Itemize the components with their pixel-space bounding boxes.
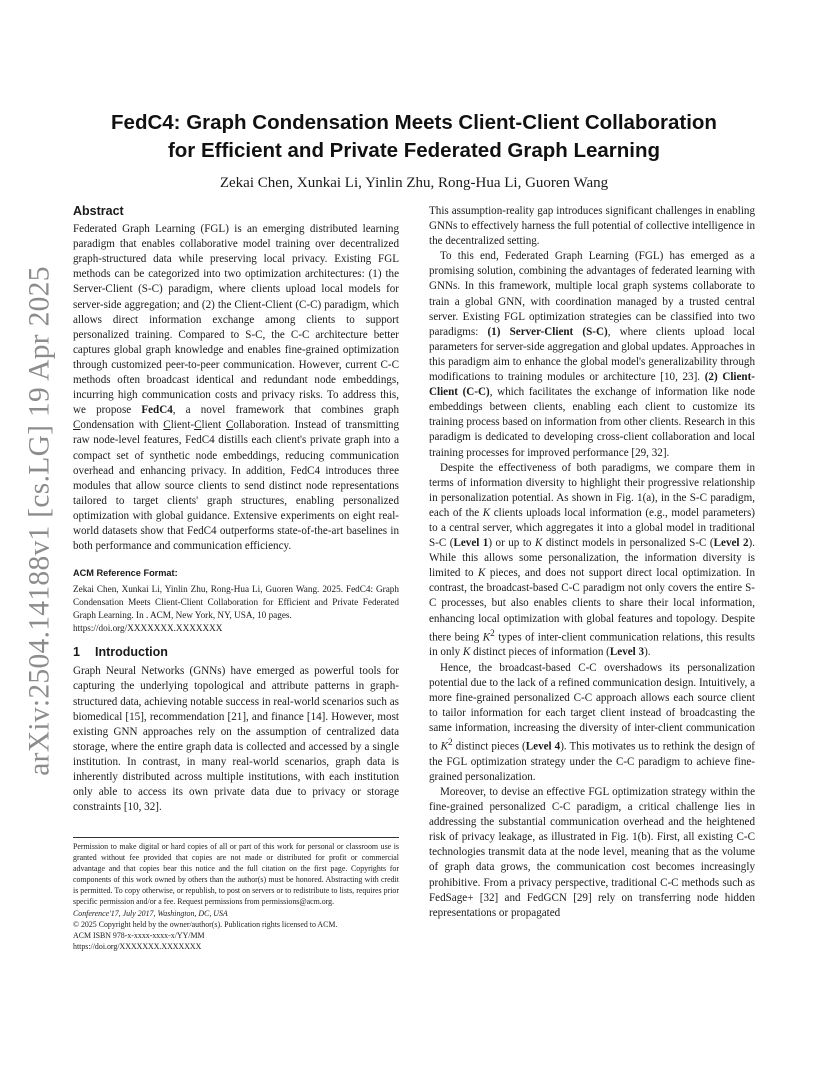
body-text: types of inter-client communication relations, this results in only (429, 631, 755, 659)
arxiv-identifier-text: arXiv:2504.14188v1 [cs.LG] 19 Apr 2025 (23, 266, 56, 776)
body-text: To this end, Federated Graph Learning (FGL) has emerged as a promising solution, combining the advantages of federated learning with GNNs. In this framework, multiple local graph systems collaborate to train a global GNN, with coordination managed by a trusted central server. Existing FGL optimization strategies can be classified into two paradigms: (429, 250, 755, 338)
section-title: Introduction (95, 645, 168, 660)
math-exponent: 2 (448, 737, 453, 748)
body-paragraph (429, 249, 755, 460)
abstract-text: ollaboration. Instead of transmitting raw node-level features, FedC4 distills each client's private graph into a compact set of synthetic node embeddings, reducing communication overhead and enhancing privacy. In addition, FedC4 introduces three modules that allow source clients to send distinct node representations tailored to target clients' graph structures, enabling personalized optimization with global guidance. Extensive experiments on eight real-world datasets show that FedC4 outperforms state-of-the-art baselines in both performance and communication efficiency. (73, 419, 399, 553)
abstract-text: lient- (170, 419, 195, 432)
isbn-line: ACM ISBN 978-x-xxxx-xxxx-x/YY/MM (73, 930, 205, 940)
abstract-heading: Abstract (73, 204, 124, 218)
body-paragraph: Moreover, to devise an effective FGL optimization strategy within the fine-grained personalized C-C paradigm, a critical challenge lies in addressing the substantial communication overhead and the heightened risk of privacy leakage, as illustrated in Fig. 1(b). First, all existing C-C technologies transmit data at the node level, meaning that as the volume of graph data grows, the communication cost becomes increasingly prohibitive. From a privacy perspective, traditional C-C methods such as FedSage+ [32] and FedGCN [29] rely on transferring node hidden representations or propagated (429, 785, 755, 919)
left-column (73, 204, 399, 815)
body-paragraph: This assumption-reality gap introduces significant challenges in enabling GNNs to effectively harness the full potential of collective intelligence in the decentralized setting. (429, 205, 755, 248)
abstract-acronym-letter: C (194, 419, 202, 432)
level-label: Level 4 (525, 740, 561, 753)
footnote-doi-link[interactable]: https://doi.org/XXXXXXX.XXXXXXX (73, 941, 202, 951)
body-text: ). This motivates us to rethink the design of the FGL optimization strategy under the C-C paradigm to achieve fine-grained personalization. (429, 740, 755, 783)
math-variable: K (482, 631, 491, 644)
copyright-line: © 2025 Copyright held by the owner/author(s). Publication rights licensed to ACM. (73, 919, 338, 929)
right-column (429, 204, 755, 921)
abstract-text: ondensation with (80, 419, 164, 432)
math-variable: K (534, 537, 543, 550)
body-paragraph (429, 661, 755, 785)
abstract-acronym-letter: C (73, 419, 81, 432)
body-text: , where clients upload local parameters for server-side aggregation and global updates. Approaches in this paradigm aim to enhance the global model's generalizability through modifications to training modules or architecture [10, 23]. (429, 325, 755, 384)
body-paragraph (429, 461, 755, 661)
body-text: Despite the effectiveness of both paradigms, we compare them in terms of information diversity to highlight their progressive relationship in personalization potential. As shown in Fig. 1(a), in the S-C paradigm, each of the (429, 461, 755, 519)
abstract-text: , a novel framework that combines graph (172, 404, 399, 417)
acm-reference-text: Zekai Chen, Xunkai Li, Yinlin Zhu, Rong-Hua Li, Guoren Wang. 2025. FedC4: Graph Condensation Meets Client-Client Collaboration for Efficient and Private Federated Graph Learning. In . ACM, New York, NY, USA, 10 pages. (73, 584, 399, 621)
math-variable: K (482, 506, 491, 519)
level-label: Level 1 (453, 537, 489, 550)
conference-info: Conference'17, July 2017, Washington, DC, USA (73, 908, 228, 918)
body-text: clients uploads local information (e.g., model parameters) to a central server, which aggregates it into a global model in traditional S-C ( (429, 506, 755, 550)
abstract-fedc4: FedC4 (141, 404, 173, 417)
body-text: ). While this allows some personalization, the information diversity is limited to (429, 537, 755, 580)
body-text: distinct pieces of information ( (470, 646, 610, 659)
body-text: ) or up to (488, 537, 535, 550)
paper-title-line-2: for Efficient and Private Federated Graph Learning (167, 139, 661, 162)
level-label: Level 3 (609, 646, 645, 659)
permission-notice: Permission to make digital or hard copies of all or part of this work for personal or classroom use is granted without fee provided that copies are not made or distributed for profit or commercial advantage and that copies bear this notice and the full citation on the first page. Copyrights for components of this work owned by others than the author(s) must be honored. Abstracting with credit is permitted. To copy otherwise, or republish, to post on servers or to redistribute to lists, requires prior specific permission and/or a fee. Request permissions from permissions@acm.org. (73, 842, 399, 907)
paper-title-line-1: FedC4: Graph Condensation Meets Client-Client Collaboration (111, 111, 717, 134)
section-number: 1 (73, 645, 80, 660)
abstract-acronym-letter: C (226, 419, 234, 432)
arxiv-identifier (22, 266, 58, 776)
level-label: Level 2 (713, 537, 749, 550)
body-text: ). (644, 646, 651, 659)
acm-reference-heading: ACM Reference Format: (73, 568, 178, 579)
introduction-paragraph: Graph Neural Networks (GNNs) have emerged as powerful tools for capturing the underlying topological and attribute patterns in graph-structured data, achieving notable success in real-world scenarios such as biomedical [15], recommendation [21], and finance [14]. However, most existing GNN approaches rely on the assumption of centralized data storage, where the entire graph data is collected and accessed by a single institution. In contrast, in many real-world scenarios, graph data is inherently distributed across multiple institutions, with each institution only able to access its own private data due to privacy or storage constraints [10, 32]. (73, 665, 399, 814)
body-text: pieces, and does not support direct local optimization. In contrast, the broadcast-based C-C paradigm not only covers the entire S-C processes, but also enables clients to share their local information, enhancing local optimization with global features and topology. Despite there being (429, 567, 755, 644)
paradigm-server-client: (1) Server-Client (S-C) (487, 325, 608, 338)
abstract-acronym-letter: C (163, 419, 171, 432)
copyright-footnote (73, 837, 399, 952)
acm-reference-doi-link[interactable]: https://doi.org/XXXXXXX.XXXXXXX (73, 623, 223, 634)
author-list: Zekai Chen, Xunkai Li, Yinlin Zhu, Rong-Hua Li, Guoren Wang (219, 175, 609, 191)
body-text: distinct models in personalized S-C ( (542, 537, 714, 550)
math-variable: K (440, 740, 449, 753)
math-variable: K (478, 567, 486, 580)
introduction-heading (73, 645, 399, 660)
abstract-text: Federated Graph Learning (FGL) is an emerging distributed learning paradigm that enables collaborative model training over decentralized graph-structured data while preserving local privacy. Existing FGL methods can be categorized into two optimization architectures: (1) the Server-Client (S-C) paradigm, where clients upload local models for server-side aggregation; and (2) the Client-Client (C-C) paradigm, which allows direct information exchange among clients to support personalized training. Compared to S-C, the C-C architecture better captures global graph knowledge and enables fine-grained optimization through customized peer-to-peer communication. However, current C-C methods often broadcast identical and redundant node embeddings, incurring high communication costs and privacy risks. To address this, we propose (73, 223, 399, 417)
body-text: Hence, the broadcast-based C-C overshadows its personalization potential due to the lack of a refined communication design. Intuitively, a more fine-grained personalized C-C approach allows each source client to tailor information for each target client instead of broadcasting the same information, increasing the diversity of inter-client communication to (429, 661, 755, 753)
paradigm-client-client: (2) Client-Client (C-C) (429, 371, 755, 399)
body-text: , which facilitates the exchange of information like node embeddings between clients, enabling each client to customize its training process based on information from other clients. Research in this paradigm is dedicated to developing cross-client collaboration and local training processes for improved performance [29, 32]. (429, 386, 755, 459)
abstract-text: lient (201, 419, 227, 432)
math-exponent: 2 (490, 628, 495, 639)
body-text: distinct pieces ( (452, 740, 526, 753)
paper-title (74, 109, 754, 165)
math-variable: K (462, 646, 471, 659)
acm-reference-body (73, 583, 399, 635)
abstract-body (73, 222, 399, 554)
